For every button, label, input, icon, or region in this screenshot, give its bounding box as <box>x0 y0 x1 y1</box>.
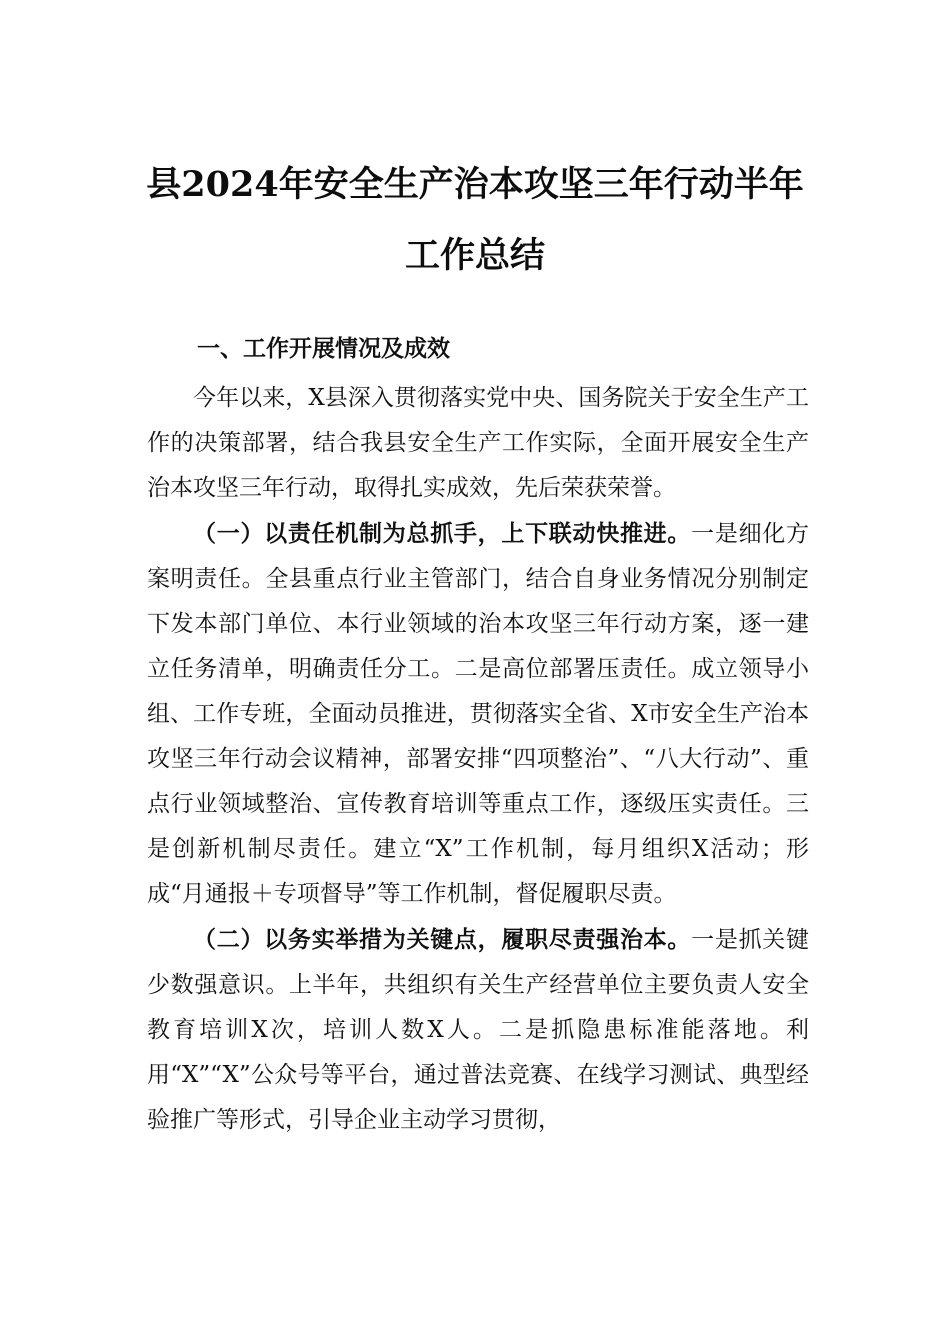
section-heading: 一、工作开展情况及成效 <box>197 336 450 362</box>
intro-paragraph: 今年以来，X县深入贯彻落实党中央、国务院关于安全生产工作的决策部署，结合我县安全生产工作实际，全面开展安全生产治本攻坚三年行动，取得扎实成效，先后荣获荣誉。 <box>147 385 809 501</box>
item1-lead: （一）以责任机制为总抓手，上下联动快推进。 <box>193 520 692 547</box>
document-title-line1: 县2024年安全生产治本攻坚三年行动半年 <box>146 164 804 205</box>
item1-text: 一是细化方案明责任。全县重点行业主管部门，结合自身业务情况分别制定下发本部门单位、本行业领域的治本攻坚三年行动方案，逐一建立任务清单，明确责任分工。二是高位部署压责任。成立领导小组、工作专班，全面动员推进，贯彻落实全省、X市安全生产治本攻坚三年行动会议精神，部署安排“四项整治”、“八大行动”、重点行业领域整治、宣传教育培训等重点工作，逐级压实责任。三是创新机制尽责任。建立“X”工作机制，每月组织X活动；形成“月通报＋专项督导”等工作机制，督促履职尽责。 <box>147 521 810 907</box>
item2-paragraph <box>147 917 809 1143</box>
document-title-line2: 工作总结 <box>404 235 545 276</box>
item2-lead: （二）以务实举措为关键点，履职尽责强治本。 <box>193 926 692 953</box>
document-body <box>147 376 809 1143</box>
item2-text: 一是抓关键少数强意识。上半年，共组织有关生产经营单位主要负责人安全教育培训X次，培训人数X人。二是抓隐患标准能落地。利用“X”“X”公众号等平台，通过普法竞赛、在线学习测试、典型经验推广等形式，引导企业主动学习贯彻， <box>147 927 810 1133</box>
item1-paragraph <box>147 511 809 917</box>
